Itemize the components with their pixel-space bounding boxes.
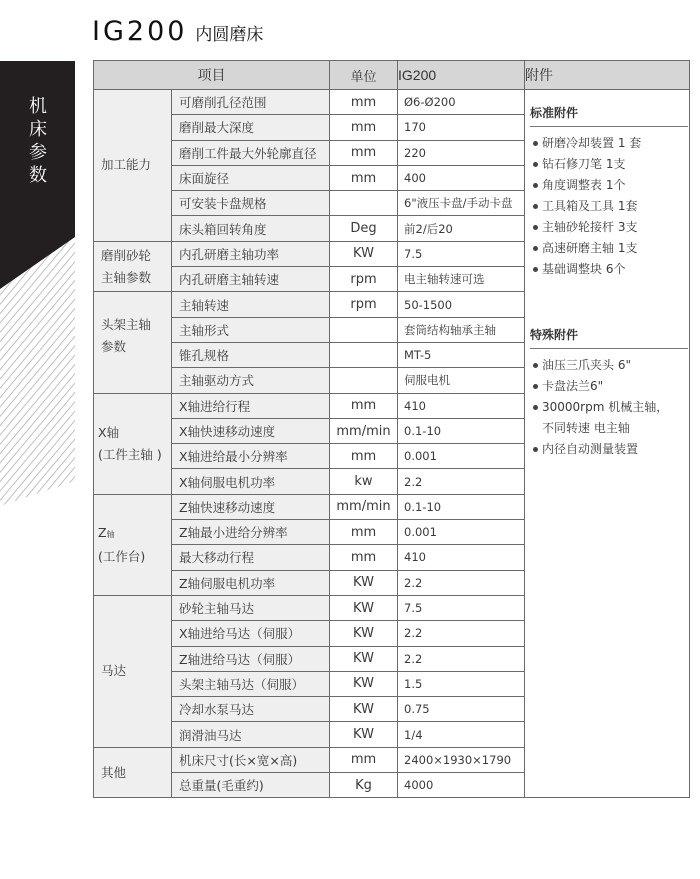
unit-cell: mm [330,90,398,115]
axis-suffix: 轴 [106,529,115,539]
value-cell: MT-5 [398,342,525,367]
banner-title [28,95,48,187]
unit-cell [330,317,398,342]
item-cell: X轴进给马达（伺服） [172,621,330,646]
item-cell: Z轴伺服电机功率 [172,570,330,595]
value-cell: 410 [398,545,525,570]
item-cell: 最大移动行程 [172,545,330,570]
item-cell: 磨削最大深度 [172,115,330,140]
banner-char: 数 [29,165,47,186]
unit-cell [330,191,398,216]
item-cell: 床头箱回转角度 [172,216,330,241]
item-cell: 可磨削孔径范围 [172,90,330,115]
unit-cell: Deg [330,216,398,241]
item-cell: 主轴转速 [172,292,330,317]
value-cell: 400 [398,165,525,190]
item-cell: X轴进给最小分辨率 [172,444,330,469]
value-cell: 2.2 [398,621,525,646]
value-cell: 1.5 [398,671,525,696]
item-cell: 磨削工件最大外轮廓直径 [172,140,330,165]
list-item: 研磨冷却装置 1 套 [533,133,689,154]
group-label [94,393,172,494]
value-cell: 2.2 [398,469,525,494]
item-cell: 可安装卡盘规格 [172,191,330,216]
group-label: 其他 [94,747,172,798]
value-cell: 220 [398,140,525,165]
unit-cell: mm/min [330,418,398,443]
group-label [94,241,172,292]
header-accessories: 附件 [525,61,690,90]
value-cell: 前2/后20 [398,216,525,241]
item-cell: 砂轮主轴马达 [172,595,330,620]
unit-cell: rpm [330,267,398,292]
value-cell: 1/4 [398,722,525,747]
standard-accessories-list [525,133,689,280]
value-cell: 2400×1930×1790 [398,747,525,772]
group-label-line: 主轴参数 [101,269,152,285]
spec-table [93,60,690,798]
list-item: 主轴砂轮接杆 3支 [533,217,689,238]
item-cell: 主轴驱动方式 [172,368,330,393]
group-label [94,494,172,595]
accessories-cell [525,90,690,798]
item-cell: 内孔研磨主轴功率 [172,241,330,266]
group-label-line: 头架主轴 [101,317,152,333]
item-cell: Z轴快速移动速度 [172,494,330,519]
item-cell: X轴快速移动速度 [172,418,330,443]
header-value: IG200 [398,61,525,90]
unit-cell: mm [330,165,398,190]
list-item-continuation: 不同转速 电主轴 [542,421,630,435]
item-cell: 润滑油马达 [172,722,330,747]
unit-cell: kw [330,469,398,494]
item-cell: 主轴形式 [172,317,330,342]
table-header [94,61,690,90]
item-cell: 锥孔规格 [172,342,330,367]
group-label-line: 参数 [101,339,127,355]
unit-cell: KW [330,570,398,595]
list-item: 高速研磨主轴 1支 [533,238,689,259]
item-cell: X轴伺服电机功率 [172,469,330,494]
list-item: 30000rpm 机械主轴， [533,397,689,418]
item-cell: Z轴最小进给分辨率 [172,520,330,545]
unit-cell: KW [330,671,398,696]
list-item: 工具箱及工具 1套 [533,196,689,217]
value-cell: 170 [398,115,525,140]
item-cell: 总重量(毛重约) [172,773,330,798]
special-accessories-list [525,355,689,460]
special-accessories-title: 特殊附件 [530,326,688,349]
group-label: 马达 [94,595,172,747]
group-label: 加工能力 [94,90,172,242]
banner-char: 机 [29,96,47,117]
unit-cell: rpm [330,292,398,317]
value-cell: 2.2 [398,570,525,595]
value-cell: 伺服电机 [398,368,525,393]
value-cell: 0.1-10 [398,494,525,519]
item-cell: X轴进给行程 [172,393,330,418]
unit-cell: mm [330,545,398,570]
value-cell: 电主轴转速可选 [398,267,525,292]
list-item: 油压三爪夹头 6" [533,355,689,376]
unit-cell: KW [330,241,398,266]
banner-char: 床 [29,119,47,140]
value-cell: 50-1500 [398,292,525,317]
group-label-line: 磨削砂轮 [101,247,152,263]
value-cell: 0.001 [398,520,525,545]
header-unit: 单位 [330,61,398,90]
group-label-line: X轴 [98,424,120,440]
item-cell: Z轴进给马达（伺服） [172,646,330,671]
unit-cell: mm [330,140,398,165]
item-cell: 头架主轴马达（伺服） [172,671,330,696]
list-item: 钻石修刀笔 1支 [533,154,689,175]
unit-cell: KW [330,697,398,722]
group-label-line [98,522,171,546]
unit-cell: KW [330,621,398,646]
value-cell: 0.1-10 [398,418,525,443]
unit-cell: mm [330,393,398,418]
value-cell: 7.5 [398,595,525,620]
unit-cell: mm [330,444,398,469]
table-row [94,90,690,115]
section-banner [0,61,75,289]
unit-cell: Kg [330,773,398,798]
item-cell: 冷却水泵马达 [172,697,330,722]
list-item: 基础调整块 6个 [533,259,689,280]
unit-cell: KW [330,722,398,747]
value-cell: 0.75 [398,697,525,722]
header-item: 项目 [94,61,330,90]
value-cell: 7.5 [398,241,525,266]
unit-cell: mm/min [330,494,398,519]
model-name: IG200 [92,16,188,47]
value-cell: 2.2 [398,646,525,671]
unit-cell: mm [330,115,398,140]
group-label-line: (工作台) [98,548,146,564]
value-cell: 6"液压卡盘/手动卡盘 [398,191,525,216]
value-cell: Ø6-Ø200 [398,90,525,115]
unit-cell: KW [330,646,398,671]
unit-cell: mm [330,747,398,772]
item-cell: 内孔研磨主轴转速 [172,267,330,292]
item-cell: 床面旋径 [172,165,330,190]
value-cell: 410 [398,393,525,418]
page-title [92,16,263,50]
unit-cell [330,368,398,393]
group-label [94,292,172,393]
unit-cell: KW [330,595,398,620]
unit-cell [330,342,398,367]
standard-accessories-title: 标准附件 [530,104,688,127]
item-cell: 机床尺寸(长×宽×高) [172,747,330,772]
axis-letter: Z [98,524,107,540]
value-cell: 4000 [398,773,525,798]
unit-cell: mm [330,520,398,545]
value-cell: 套筒结构轴承主轴 [398,317,525,342]
machine-type: 内圆磨床 [195,25,264,45]
list-item: 内径自动测量装置 [533,439,689,460]
list-item: 卡盘法兰6" [533,376,689,397]
banner-char: 参 [29,142,47,163]
list-item: 角度调整表 1个 [533,175,689,196]
group-label-line: (工件主轴 ) [98,446,162,462]
value-cell: 0.001 [398,444,525,469]
